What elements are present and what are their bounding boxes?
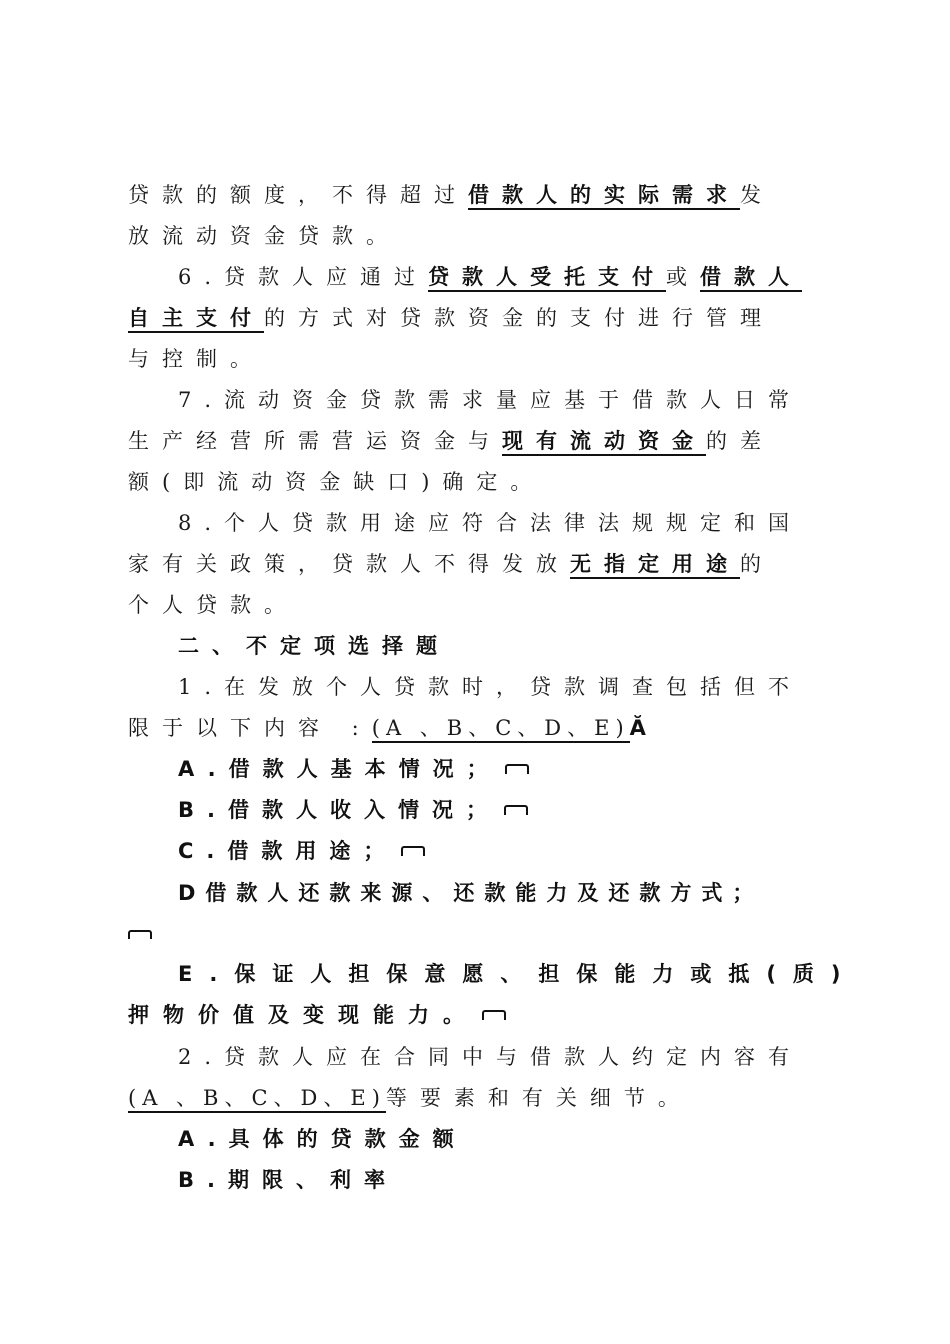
underlined-answer: 贷款人受托支付 — [428, 265, 666, 292]
text-segment: 个人贷款。 — [128, 593, 298, 617]
text-segment: 2.贷款人应在合同中与借款人约定内容有 — [178, 1045, 803, 1069]
option-line — [178, 834, 818, 868]
text-segment: 家有关政策，贷款人不得发放 — [128, 552, 570, 576]
text-segment: 或 — [666, 265, 701, 289]
text-segment: 6.贷款人应通过 — [178, 265, 429, 289]
text-segment: 贷款的额度，不得超过 — [128, 183, 468, 207]
text-line — [178, 506, 818, 540]
text-segment: 额(即流动资金缺口)确定。 — [128, 470, 545, 494]
check-mark-icon — [128, 930, 152, 939]
option-text: A.具体的贷款金额 — [178, 1127, 467, 1151]
option-line — [178, 793, 818, 827]
option-line — [178, 1122, 818, 1156]
text-segment: 1.在发放个人贷款时，贷款调查包括但不 — [178, 675, 803, 699]
underlined-answer: 自主支付 — [128, 306, 264, 333]
text-segment: 的差 — [706, 429, 774, 453]
text-segment: 7.流动资金贷款需求量应基于借款人日常 — [178, 388, 803, 412]
check-mark-icon — [505, 764, 529, 774]
check-mark-icon — [482, 1010, 506, 1020]
option-text: C.借款用途； — [178, 839, 398, 863]
text-segment: 的 — [740, 552, 774, 576]
text-segment: Ă — [629, 716, 646, 740]
text-line — [178, 1040, 818, 1074]
text-line — [128, 219, 818, 253]
text-segment: 放流动资金贷款。 — [128, 224, 400, 248]
text-segment: 等要素和有关细节。 — [385, 1086, 692, 1110]
option-text: A.借款人基本情况； — [178, 757, 501, 781]
section-heading — [178, 629, 818, 663]
option-line — [128, 998, 818, 1032]
option-text: E.保证人担保意愿、担保能力或抵(质) — [178, 962, 858, 986]
underlined-answer: 现有流动资金 — [502, 429, 706, 456]
underlined-answer: (A 、B、C、D、E) — [372, 716, 630, 743]
text-line — [128, 178, 818, 212]
text-line — [178, 260, 818, 294]
text-line — [128, 424, 818, 458]
text-segment: 与控制。 — [128, 347, 264, 371]
text-line — [128, 342, 818, 376]
underlined-answer: 无指定用途 — [570, 552, 740, 579]
text-segment: 8.个人贷款用途应符合法律法规规定和国 — [178, 511, 803, 535]
text-line — [128, 465, 818, 499]
underlined-answer: 借款人的实际需求 — [468, 183, 740, 210]
heading-text: 二、不定项选择题 — [178, 634, 450, 658]
text-segment: 限于以下内容 : — [128, 716, 372, 740]
check-mark-icon — [504, 805, 528, 815]
underlined-answer: 借款人 — [700, 265, 802, 292]
option-line — [178, 957, 858, 991]
option-text: D借款人还款来源、还款能力及还款方式； — [178, 881, 764, 905]
option-text: B.期限、利率 — [178, 1168, 398, 1192]
text-segment: 发 — [740, 183, 774, 207]
option-text: 押物价值及变现能力。 — [128, 1003, 478, 1027]
text-line — [128, 301, 818, 335]
text-line — [128, 547, 818, 581]
option-line — [178, 876, 838, 910]
text-segment: 的方式对贷款资金的支付进行管理 — [264, 306, 774, 330]
text-line — [128, 711, 818, 745]
text-line — [178, 383, 818, 417]
option-line — [178, 752, 818, 786]
text-line — [178, 670, 818, 704]
option-text: B.借款人收入情况； — [178, 798, 500, 822]
underlined-answer: (A 、B、C、D、E) — [128, 1086, 386, 1113]
text-line — [128, 588, 818, 622]
text-line — [128, 1081, 818, 1115]
check-mark-icon — [401, 846, 425, 856]
option-line — [178, 1163, 818, 1197]
text-segment: 生产经营所需营运资金与 — [128, 429, 502, 453]
